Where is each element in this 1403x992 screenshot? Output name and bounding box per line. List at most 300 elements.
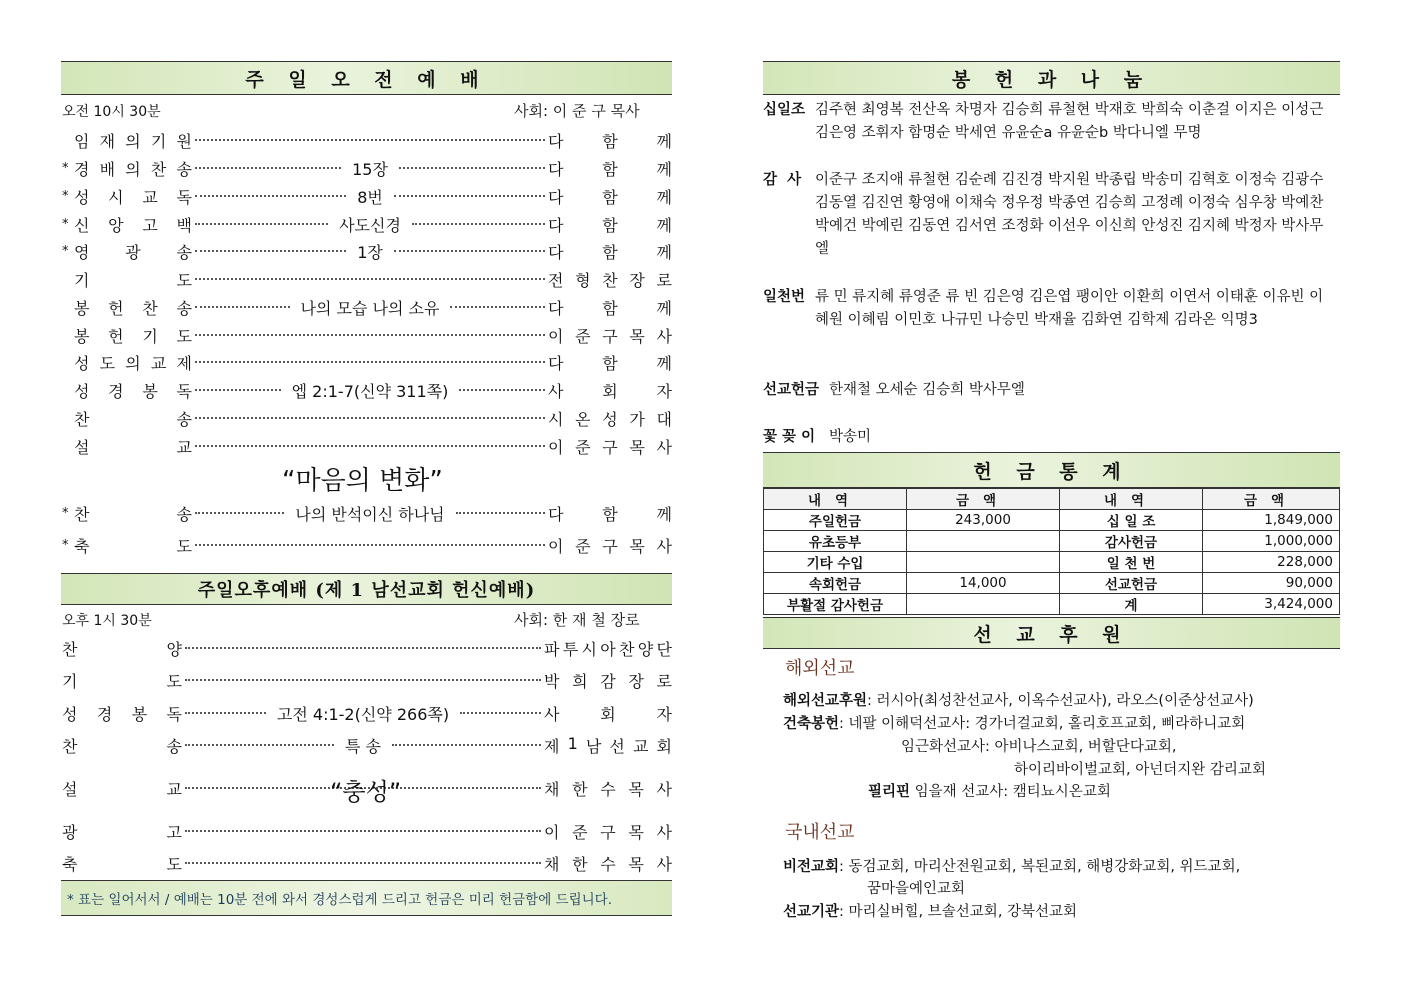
afternoon-sermon-title: “충성”: [330, 778, 402, 806]
person-char: 다: [548, 159, 564, 179]
label-char: 찬: [62, 639, 78, 659]
dot-leader: [185, 744, 334, 746]
label-char: 앙: [108, 215, 124, 235]
label-char: 설: [62, 779, 78, 799]
person-char: 로: [656, 270, 672, 290]
morning-sermon-title: “마음의 변화”: [282, 466, 443, 496]
person-char: 구: [600, 822, 616, 842]
order-item-label: [74, 268, 192, 291]
order-item-label: [62, 637, 182, 660]
order-item-label: [74, 407, 192, 430]
person-char: 찬: [602, 270, 618, 290]
person-char: 수: [600, 779, 616, 799]
dot-leader: [412, 223, 545, 225]
label-char: 기: [150, 131, 167, 151]
order-item: [62, 500, 672, 526]
building-support-line: [783, 713, 1245, 736]
person-char: 파: [544, 639, 560, 659]
dot-leader: [456, 512, 545, 514]
overseas-support-text: : 러시아(최성찬선교사, 이옥수선교사), 라오스(이준상선교사): [867, 693, 1254, 709]
person-char: 채: [544, 854, 560, 874]
table-cell: 십 일 조: [1060, 510, 1203, 531]
order-item-person: [548, 379, 672, 402]
order-item-label: [62, 734, 182, 757]
dot-leader: [195, 544, 545, 546]
order-item-detail: 나의 반석이신 하나님: [295, 504, 445, 524]
person-char: 목: [629, 437, 645, 457]
person-char: 함: [602, 353, 618, 373]
ilcheon-label: 일천번: [763, 289, 806, 305]
person-char: 이: [548, 437, 564, 457]
person-char: 다: [548, 353, 564, 373]
label-char: 헌: [108, 298, 124, 318]
person-char: 수: [600, 854, 616, 874]
overseas-support-label: 해외선교후원: [783, 693, 868, 709]
order-item-detail: 1장: [357, 242, 383, 262]
dot-leader: [195, 167, 341, 169]
person-char: 투: [562, 639, 579, 659]
ilcheon-names: 류 민 류지혜 류영준 류 빈 김은영 김은엽 팽이안 이환희 이연서 이태훈 이유빈 이혜원 이혜림 이민호 나규민 나승민 박재율 김화연 김학제 김라온 익명3: [815, 289, 1324, 328]
table-cell: 일 천 번: [1060, 552, 1203, 573]
label-char: 교: [150, 353, 167, 373]
person-char: 함: [602, 504, 618, 524]
table-header: 금액: [1203, 489, 1340, 510]
table-cell: [907, 552, 1060, 573]
label-char: 축: [74, 536, 90, 556]
order-item-person: [548, 129, 672, 152]
order-item: [62, 183, 672, 209]
dot-leader: [195, 139, 545, 141]
order-item-label: [74, 296, 192, 319]
order-item: [62, 405, 672, 431]
table-row: [764, 594, 1340, 615]
order-item-label: [74, 379, 192, 402]
person-char: 사: [544, 704, 560, 724]
notice-box: [61, 880, 672, 916]
vision-church-text: : 동검교회, 마리산전원교회, 복된교회, 해병강화교회, 위드교회,: [839, 859, 1241, 875]
order-item-label: [74, 435, 192, 458]
person-char: 이: [548, 326, 564, 346]
person-char: 장: [629, 270, 645, 290]
vision-church-line-2: 꿈마을예인교회: [867, 881, 966, 897]
order-item-person: [548, 534, 672, 557]
stand-marker: *: [62, 216, 69, 232]
label-char: 성: [74, 353, 90, 373]
order-item-detail: 고전 4:1-2(신약 266쪽): [276, 704, 450, 724]
order-item-label: [74, 502, 192, 525]
table-cell: 1,000,000: [1203, 531, 1340, 552]
table-cell: 14,000: [907, 573, 1060, 594]
order-item: [62, 532, 672, 558]
person-char: 전: [548, 270, 564, 290]
order-item-person: [548, 240, 672, 263]
label-char: 기: [74, 270, 90, 290]
person-char: 함: [602, 215, 618, 235]
label-char: 교: [176, 437, 192, 457]
person-char: 회: [656, 736, 672, 756]
label-char: 신: [74, 215, 90, 235]
flower-label: 꽃 꽂 이: [763, 429, 816, 445]
order-item-person: [544, 637, 672, 660]
person-char: 회: [602, 381, 618, 401]
order-item: [62, 294, 672, 320]
table-cell: 유초등부: [764, 531, 907, 552]
person-char: 께: [656, 504, 672, 524]
label-char: 성: [62, 704, 78, 724]
dot-leader: [195, 389, 281, 391]
afternoon-leader: 사회: 한 재 철 장로: [514, 611, 640, 629]
dot-leader: [195, 306, 290, 308]
person-char: 한: [572, 779, 588, 799]
order-item: [62, 349, 672, 375]
label-char: 의: [125, 353, 141, 373]
label-char: 찬: [142, 298, 158, 318]
thanks-names: 이준구 조지애 류철현 김순례 김진경 박지원 박종립 박송미 김혁호 이정숙 김광수 김동열 김진연 황영애 이채숙 정우정 박종연 김승희 고정례 이정숙 심우창 박예찬 박예건 박예린 김동연 김서연 조정화 이선우 이신희 안성진 김지혜 박정자 박사무엘: [815, 172, 1324, 257]
order-item: [62, 266, 672, 292]
order-item: [62, 322, 672, 348]
label-char: 영: [74, 242, 90, 262]
order-item: [62, 211, 672, 237]
label-char: 송: [176, 298, 192, 318]
order-item-detail: 15장: [352, 159, 388, 179]
order-item-person: [548, 435, 672, 458]
order-item-label: [62, 669, 182, 692]
thanks-section: [763, 169, 1333, 261]
table-header: 내역: [764, 489, 907, 510]
person-char: 사: [656, 437, 672, 457]
afternoon-service-title: 주일오후예배 (제 1 남선교회 헌신예배): [197, 580, 536, 601]
dot-leader: [460, 712, 541, 714]
offering-banner: [763, 61, 1340, 95]
person-char: 찬: [619, 639, 635, 659]
label-char: 제: [176, 353, 192, 373]
notice-text: * 표는 일어서서 / 예배는 10분 전에 와서 경성스럽게 드리고 헌금은 미리 헌금함에 드립니다.: [67, 892, 612, 908]
order-item: [62, 433, 672, 459]
label-char: 봉: [131, 704, 148, 724]
person-char: 남: [585, 736, 602, 756]
order-item-person: [548, 213, 672, 236]
order-item-person: [548, 268, 672, 291]
mission-offering-section: [763, 379, 1333, 403]
order-item: [62, 849, 672, 877]
morning-time: 오전 10시 30분: [62, 104, 161, 120]
dot-leader: [185, 647, 541, 649]
person-char: 께: [656, 242, 673, 262]
dot-leader: [394, 195, 545, 197]
table-cell: 계: [1060, 594, 1203, 615]
mission-offering-names: 한재철 오세순 김승희 박사무엘: [829, 382, 1025, 398]
dot-leader: [185, 862, 541, 864]
tithe-section: [763, 99, 1333, 147]
dot-leader: [195, 445, 545, 447]
person-char: 께: [656, 131, 672, 151]
label-char: 봉: [74, 326, 90, 346]
person-char: 시: [548, 409, 564, 429]
stats-title: 헌 금 통 계: [973, 460, 1130, 483]
order-item-label: [74, 157, 192, 180]
vision-church-line: [783, 856, 1240, 879]
label-char: 고: [142, 215, 158, 235]
label-char: 의: [125, 159, 141, 179]
person-char: 감: [600, 671, 616, 691]
ilcheon-section: [763, 286, 1333, 356]
offering-title: 봉 헌 과 나 눔: [951, 68, 1152, 91]
person-char: 사: [656, 854, 672, 874]
order-item-person: [548, 296, 672, 319]
person-char: 사: [656, 536, 672, 556]
person-char: 가: [629, 409, 645, 429]
person-char: 께: [656, 187, 673, 207]
label-char: 광: [62, 822, 78, 842]
dot-leader: [195, 250, 346, 252]
person-char: 한: [572, 854, 588, 874]
order-item-person: [548, 351, 672, 374]
table-header: 금액: [907, 489, 1060, 510]
person-char: 함: [602, 298, 618, 318]
flower-section: [763, 426, 1333, 450]
label-char: 헌: [108, 326, 124, 346]
order-item: [62, 238, 672, 264]
dot-leader: [185, 712, 266, 714]
person-char: 준: [575, 326, 591, 346]
person-char: 단: [656, 639, 672, 659]
person-char: 성: [602, 409, 618, 429]
person-char: 대: [656, 409, 672, 429]
person-char: 다: [548, 131, 564, 151]
label-char: 송: [176, 504, 192, 524]
order-item-label: [74, 129, 192, 152]
table-row: [764, 510, 1340, 531]
label-char: 고: [166, 822, 182, 842]
stand-marker: *: [62, 505, 69, 521]
order-item-person: [544, 852, 672, 875]
table-cell: 주일헌금: [764, 510, 907, 531]
mission-support-title: 선 교 후 원: [973, 623, 1130, 646]
stats-banner: [763, 452, 1340, 488]
overseas-support-line: [783, 690, 1254, 713]
order-item-person: [548, 185, 672, 208]
order-item-label: [74, 324, 192, 347]
label-char: 성: [74, 187, 90, 207]
person-char: 함: [602, 131, 618, 151]
dot-leader: [392, 744, 541, 746]
order-item-person: [544, 702, 672, 725]
table-cell: 기타 수입: [764, 552, 907, 573]
label-char: 봉: [74, 298, 90, 318]
person-char: 구: [602, 437, 618, 457]
person-char: 채: [544, 779, 560, 799]
person-char: 온: [575, 409, 591, 429]
order-item-label: [74, 534, 192, 557]
person-char: 께: [656, 298, 672, 318]
person-char: 께: [656, 215, 673, 235]
order-item: [62, 634, 672, 662]
order-item: [62, 377, 672, 403]
label-char: 시: [108, 187, 124, 207]
stand-marker: *: [62, 188, 69, 204]
person-char: 목: [629, 536, 645, 556]
order-item-detail: 8번: [357, 187, 383, 207]
person-char: 다: [548, 298, 564, 318]
label-char: 독: [176, 187, 192, 207]
label-char: 배: [99, 159, 116, 179]
morning-service-title: 주 일 오 전 예 배: [245, 68, 488, 91]
mission-support-banner: [763, 617, 1340, 649]
order-item-person: [548, 502, 672, 525]
building-support-label: 건축봉헌: [783, 716, 840, 732]
order-item: [62, 666, 672, 694]
label-char: 경: [74, 159, 90, 179]
label-char: 백: [176, 215, 192, 235]
table-cell: 감사헌금: [1060, 531, 1203, 552]
mission-org-line: [783, 901, 1077, 924]
dot-leader: [459, 389, 545, 391]
order-item-detail: 사도신경: [339, 215, 401, 235]
person-char: 사: [656, 779, 672, 799]
person-char: 아: [600, 639, 616, 659]
label-char: 임: [74, 131, 90, 151]
label-char: 찬: [74, 409, 90, 429]
overseas-heading: 해외선교: [785, 658, 855, 679]
dot-leader: [195, 223, 328, 225]
order-item-label: [62, 777, 182, 800]
dot-leader: [195, 361, 545, 363]
table-cell: 1,849,000: [1203, 510, 1340, 531]
order-item: [62, 127, 672, 153]
table-cell: [907, 594, 1060, 615]
stand-marker: *: [62, 160, 69, 176]
person-char: 함: [602, 187, 618, 207]
flower-names: 박송미: [829, 429, 872, 445]
person-char: 회: [600, 704, 616, 724]
table-cell: [907, 531, 1060, 552]
label-char: 재: [99, 131, 116, 151]
stand-marker: *: [62, 243, 69, 259]
order-item-person: [544, 777, 672, 800]
order-item-detail: 나의 모습 나의 소유: [300, 298, 440, 318]
person-char: 목: [628, 779, 644, 799]
person-char: 께: [656, 159, 673, 179]
person-char: 박: [544, 671, 560, 691]
morning-leader: 사회: 이 준 구 목사: [514, 102, 640, 120]
label-char: 도: [166, 671, 182, 691]
person-char: 다: [548, 242, 564, 262]
person-char: 형: [575, 270, 591, 290]
label-char: 봉: [142, 381, 158, 401]
label-char: 성: [74, 381, 90, 401]
person-char: 다: [548, 504, 564, 524]
order-item-detail: 엡 2:1-7(신약 311쪽): [291, 381, 449, 401]
table-cell: 속회헌금: [764, 573, 907, 594]
person-char: 준: [572, 822, 588, 842]
person-char: 희: [572, 671, 588, 691]
order-item-person: [548, 324, 672, 347]
person-char: 양: [637, 639, 654, 659]
person-char: 이: [548, 536, 564, 556]
mission-org-label: 선교기관: [783, 904, 840, 920]
label-char: 교: [142, 187, 158, 207]
afternoon-time: 오후 1시 30분: [62, 613, 152, 629]
dot-leader: [195, 512, 284, 514]
label-char: 원: [176, 131, 192, 151]
mission-org-text: : 마리실버힐, 브솔선교회, 강북선교회: [839, 904, 1078, 920]
label-char: 찬: [150, 159, 167, 179]
table-row: [764, 531, 1340, 552]
offering-stats-table: [763, 488, 1340, 615]
thanks-label: 감 사: [763, 172, 802, 188]
order-item: [62, 699, 672, 727]
label-char: 경: [96, 704, 113, 724]
label-char: 송: [176, 159, 192, 179]
order-item: [62, 155, 672, 181]
person-char: 함: [602, 159, 618, 179]
stand-marker: *: [62, 537, 69, 553]
dot-leader: [394, 250, 545, 252]
person-char: 다: [548, 215, 564, 235]
label-char: 경: [108, 381, 124, 401]
tithe-label: 십일조: [763, 102, 806, 118]
tithe-names: 김주현 최영복 전산옥 차명자 김승희 류철현 박재호 박희숙 이춘걸 이지은 이성근 김은영 조휘자 함명순 박세연 유윤순a 유윤순b 박다니엘 무명: [815, 102, 1324, 141]
person-char: 시: [581, 639, 597, 659]
label-char: 송: [176, 242, 192, 262]
table-cell: 부활절 감사헌금: [764, 594, 907, 615]
dot-leader: [195, 334, 545, 336]
order-item-detail: 특 송: [345, 736, 381, 756]
label-char: 광: [125, 242, 141, 262]
table-header-row: [764, 489, 1340, 510]
philippines-text: 임을재 선교사: 캠티뇨시온교회: [910, 784, 1111, 800]
label-char: 찬: [62, 736, 78, 756]
person-char: 준: [575, 536, 591, 556]
order-item-label: [74, 240, 192, 263]
building-support-text: : 네팔 이해덕선교사: 경가너걸교회, 홀리호프교회, 삐라하니교회: [839, 716, 1246, 732]
order-item-person: [548, 407, 672, 430]
order-item: [62, 731, 672, 759]
dot-leader: [195, 417, 545, 419]
person-char: 함: [602, 242, 618, 262]
label-char: 송: [166, 736, 182, 756]
morning-service-banner: [61, 61, 672, 95]
philippines-label: 필리핀: [868, 784, 911, 800]
person-char: 사: [656, 326, 672, 346]
label-char: 도: [176, 536, 192, 556]
table-row: [764, 552, 1340, 573]
person-char: 준: [575, 437, 591, 457]
person-char: 다: [548, 187, 564, 207]
order-item-person: [544, 734, 672, 757]
label-char: 기: [62, 671, 78, 691]
label-char: 축: [62, 854, 78, 874]
dot-leader: [185, 679, 541, 681]
order-item-label: [74, 213, 192, 236]
person-char: 자: [656, 381, 673, 401]
label-char: 도: [99, 353, 116, 373]
table-cell: 90,000: [1203, 573, 1340, 594]
person-char: 께: [656, 353, 672, 373]
label-char: 도: [176, 326, 192, 346]
label-char: 양: [166, 639, 182, 659]
person-char: 1: [567, 733, 578, 753]
domestic-heading: 국내선교: [785, 822, 855, 843]
building-support-line-2: 임근화선교사: 아비나스교회, 버할단다교회,: [901, 739, 1177, 755]
dot-leader: [195, 195, 346, 197]
table-row: [764, 573, 1340, 594]
order-item-label: [74, 351, 192, 374]
label-char: 송: [176, 409, 192, 429]
label-char: 도: [166, 854, 182, 874]
person-char: 로: [656, 671, 672, 691]
person-char: 제: [544, 736, 560, 756]
